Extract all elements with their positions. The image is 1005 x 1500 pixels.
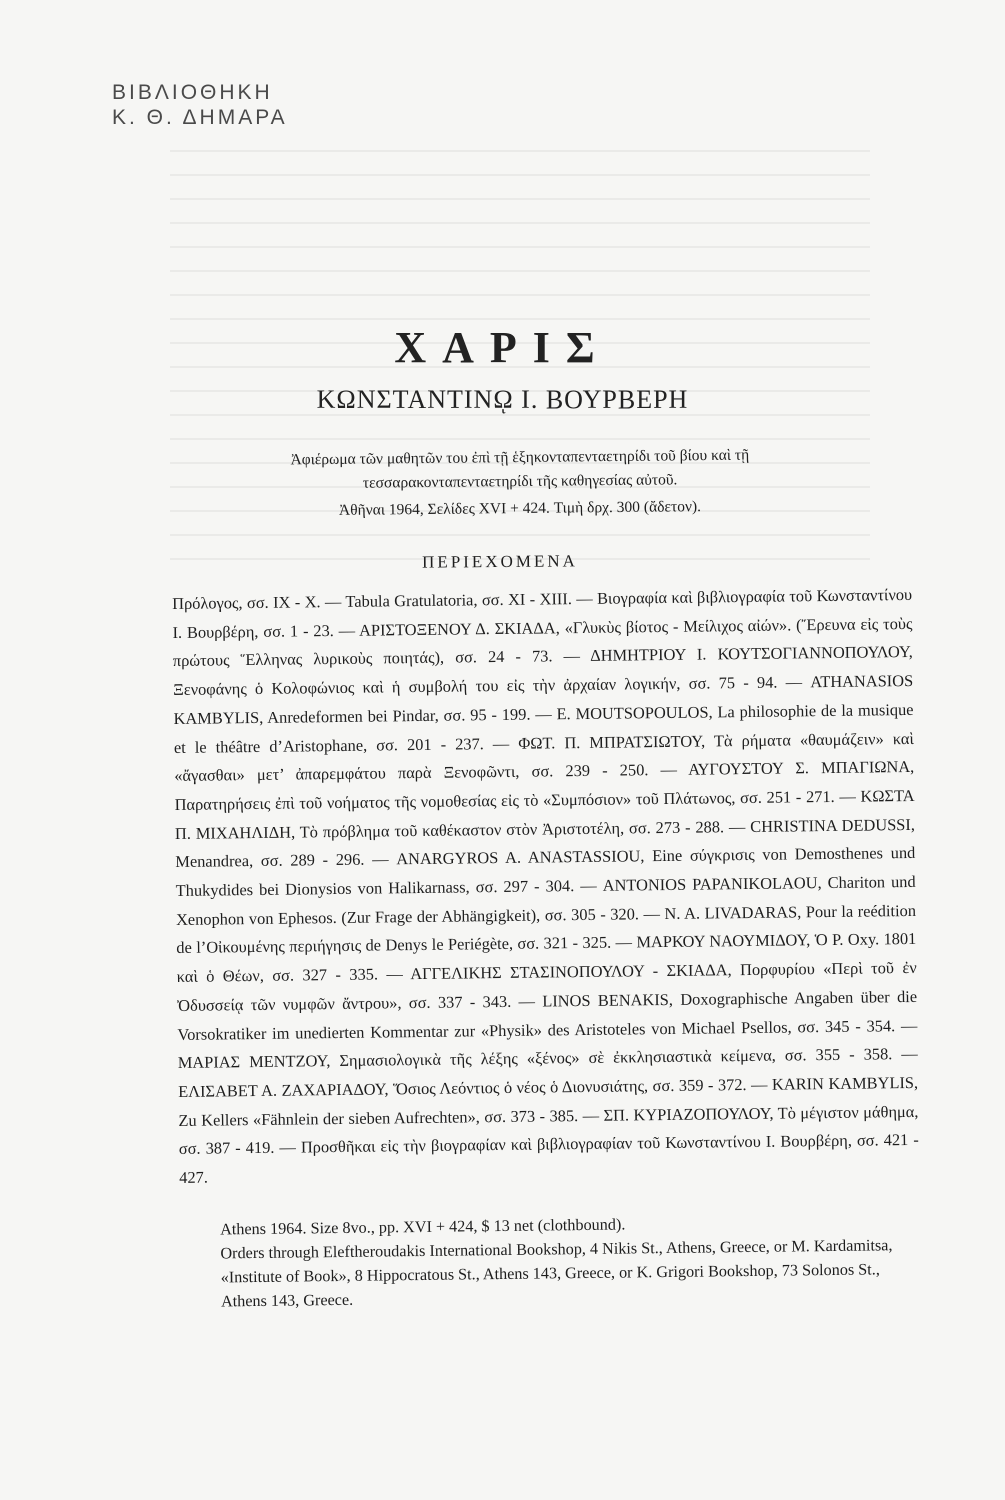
footer-line-size-price: Athens 1964. Size 8vo., pp. XVI + 424, $ 13 net (clothbound). (220, 1215, 626, 1239)
library-stamp (112, 80, 288, 130)
stamp-line-2: Κ. Θ. ΔΗΜΑΡΑ (112, 106, 288, 129)
table-of-contents: Πρόλογος, σσ. IX - X. — Tabula Gratulatoria, σσ. XI - XIII. — Βιογραφία καὶ βιβλιογραφία τοῦ Κωνσταντίνου Ι. Βουρβέρη, σσ. 1 - 23. — ΑΡΙΣΤΟΞΕΝΟΥ Δ. ΣΚΙΑΔΑ, «Γλυκὺς βίοτος - Μείλιχος αἰών». (Ἔρευνα εἰς τοὺς πρώτους Ἕλληνας λυρικοὺς ποιητάς), σσ. 24 - 73. — ΔΗΜΗΤΡΙΟΥ Ι. ΚΟΥΤΣΟΓΙΑΝΝΟΠΟΥΛΟΥ, Ξενοφάνης ὁ Κολοφώνιος καὶ ἡ συμβολή του εἰς τὴν ἀρχαίαν λογικήν, σσ. 75 - 94. — ATHANASIOS KAMBYLIS, Anredeformen bei Pindar, σσ. 95 - 199. — E. MOUTSOPOULOS, La philosophie de la musique et le théâtre d’Aristophane, σσ. 201 - 237. — ΦΩΤ. Π. ΜΠΡΑΤΣΙΩΤΟΥ, Τὰ ρήματα «θαυμάζειν» καὶ «ἄγασθαι» μετ’ ἀπαρεμφάτου παρὰ Ξενοφῶντι, σσ. 239 - 250. — ΑΥΓΟΥΣΤΟΥ Σ. ΜΠΑΓΙΩΝΑ, Παρατηρήσεις ἐπὶ τοῦ νοήματος τῆς νομοθεσίας εἰς τὸ «Συμπόσιον» τοῦ Πλάτωνος, σσ. 251 - 271. — ΚΩΣΤΑ Π. ΜΙΧΑΗΛΙΔΗ, Τὸ πρόβλημα τοῦ καθέκαστον στὸν Ἀριστοτέλη, σσ. 273 - 288. — CHRISTINA DEDUSSI, Menandrea, σσ. 289 - 296. — ANARGYROS A. ANASTASSIOU, Eine σύγκρισις von Demosthenes und Thukydides bei Dionysios von Halikarnass, σσ. 297 - 304. — ANTONIOS PAPANIKOLAOU, Chariton und Xenophon von Ephesos. (Zur Frage der Abhängigkeit), σσ. 305 - 320. — N. A. LIVADARAS, Pour la reédition de l’Οἰκουμένης περιήγησις de Denys le Periégète, σσ. 321 - 325. — ΜΑΡΚΟΥ ΝΑΟΥΜΙΔΟΥ, Ὁ P. Oxy. 1801 καὶ ὁ Θέων, σσ. 327 - 335. — ΑΓΓΕΛΙΚΗΣ ΣΤΑΣΙΝΟΠΟΥΛΟΥ - ΣΚΙΑΔΑ, Πορφυρίου «Περὶ τοῦ ἐν Ὀδυσσείᾳ τῶν νυμφῶν ἄντρου», σσ. 337 - 343. — LINOS BENAKIS, Doxographische Angaben über die Vorsokratiker im unedierten Kommentar zur «Physik» des Aristoteles von Michael Psellos, σσ. 345 - 354. — ΜΑΡΙΑΣ ΜΕΝΤΖΟΥ, Σημασιολογικὰ τῆς λέξης «ξένος» σὲ ἐκκλησιαστικὰ κείμενα, σσ. 355 - 358. — ΕΛΙΣΑΒΕΤ Α. ΖΑΧΑΡΙΑΔΟΥ, Ὅσιος Λεόντιος ὁ νέος ὁ Διονυσιάτης, σσ. 359 - 372. — KARIN KAMBYLIS, Zu Kellers «Fähnlein der sieben Aufrechten», σσ. 373 - 385. — ΣΠ. ΚΥΡΙΑΖΟΠΟΥΛΟΥ, Τὸ μέγιστον μάθημα, σσ. 387 - 419. — Προσθῆκαι εἰς τὴν βιογραφίαν καὶ βιβλιογραφίαν τοῦ Κωνσταντίνου Ι. Βουρβέρη, σσ. 421 - 427. (172, 584, 919, 1188)
book-title: ΧΑΡΙΣ (394, 323, 611, 372)
ordering-info (175, 1209, 921, 1314)
footer-line-orders: Orders through Eleftheroudakis International Bookshop, 4 Nikis St., Athens, Greece, or M. Kardamitsa, «Institute of Book», 8 Hippocratous St., Athens 143, Greece, or K. Grigori Bookshop, 73 Solonos St., Athens 143, Greece. (220, 1236, 893, 1311)
publication-info: Ἀθῆναι 1964, Σελίδες XVI + 424. Τιμὴ δρχ. 300 (ἄδετον). (338, 498, 702, 519)
dedication-text: Ἀφιέρωμα τῶν μαθητῶν του ἐπὶ τῇ ἑξηκονταπενταετηρίδι τοῦ βίου καὶ τῇ τεσσαρακονταπενταετηρίδι τῆς καθηγεσίας αὐτοῦ. (290, 446, 750, 492)
honoree-name: ΚΩΝΣΤΑΝΤΙΝῼ Ι. ΒΟΥΡΒΕΡΗ (316, 385, 689, 414)
stamp-line-1: ΒΙΒΛΙΟΘΗΚΗ (112, 81, 273, 104)
contents-heading: ΠΕΡΙΕΧΟΜΕΝΑ (422, 551, 578, 572)
